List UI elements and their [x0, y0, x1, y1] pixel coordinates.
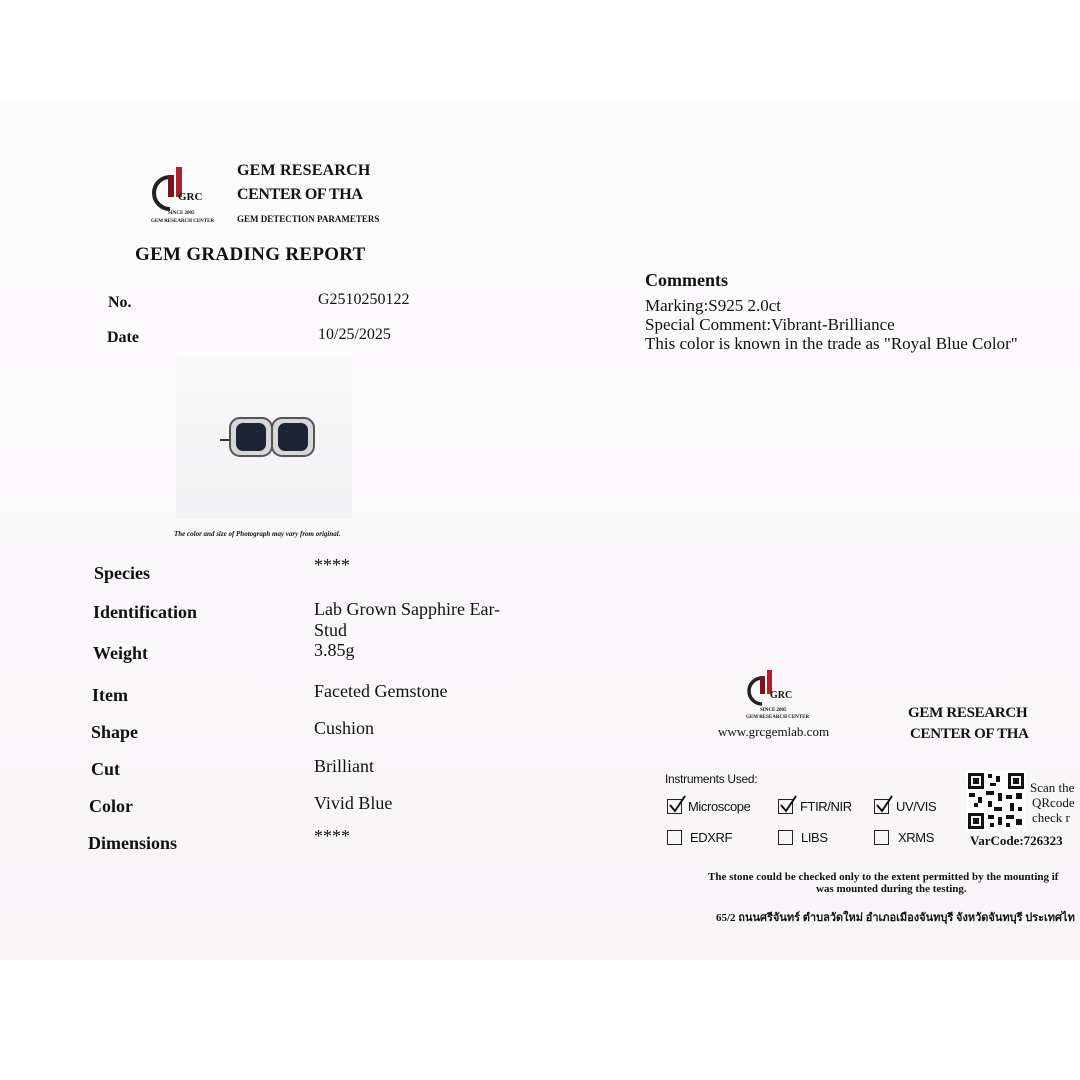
field-label-item: Item: [92, 685, 128, 705]
lab-address: 65/2 ถนนศรีจันทร์ ตำบลวัดใหม่ อำเภอเมืองจันทบุรี จังหวัดจันทบุรี ประเทศไท: [716, 912, 1075, 924]
field-label-shape: Shape: [91, 722, 139, 742]
field-label-dimensions: Dimensions: [88, 833, 178, 853]
comment-special: Special Comment:Vibrant-Brilliance: [645, 315, 895, 334]
org-subtitle: GEM DETECTION PARAMETERS: [237, 214, 380, 224]
instrument-ftir-nir: FTIR/NIR: [800, 799, 852, 814]
field-value-weight: 3.85g: [314, 640, 355, 660]
comment-marking: Marking:S925 2.0ct: [645, 296, 781, 315]
gem-photo: [176, 358, 352, 518]
report-date-value: 10/25/2025: [318, 326, 391, 343]
footer-logo-text: GRC: [770, 690, 793, 701]
qr-code[interactable]: [966, 771, 1026, 831]
instrument-edxrf: EDXRF: [690, 830, 733, 845]
logo-subtitle: GEM RESEARCH CENTER: [151, 219, 215, 224]
disclaimer-line2: was mounted during the testing.: [816, 883, 967, 895]
field-label-species: Species: [94, 563, 150, 583]
disclaimer-line1: The stone could be checked only to the extent permitted by the mounting if: [708, 871, 1059, 883]
grc-logo: [150, 165, 222, 227]
field-label-color: Color: [89, 796, 133, 816]
scan-line2: QRcode: [1032, 795, 1075, 810]
org-name-line1: GEM RESEARCH: [237, 162, 371, 179]
field-label-cut: Cut: [91, 759, 121, 779]
checkbox-microscope[interactable]: [667, 799, 682, 814]
report-title: GEM GRADING REPORT: [135, 244, 366, 265]
org-name-line2: CENTER OF THA: [237, 186, 363, 203]
field-value-species: ****: [314, 555, 350, 575]
footer-org-line2: CENTER OF THA: [910, 726, 1029, 742]
checkmark-icon: [667, 794, 687, 814]
scan-line3: check r: [1032, 810, 1070, 825]
checkmark-icon: [778, 794, 798, 814]
instrument-microscope: Microscope: [688, 799, 751, 814]
logo-text: GRC: [178, 191, 203, 203]
photo-caption: The color and size of Photograph may vary from original.: [174, 530, 341, 538]
qr-code-icon: [966, 771, 1026, 831]
report-no-label: No.: [108, 294, 132, 311]
field-value-dimensions: ****: [314, 826, 350, 846]
report-no-value: G2510250122: [318, 291, 410, 308]
checkbox-xrms[interactable]: [874, 830, 889, 845]
comment-trade-color: This color is known in the trade as "Royal Blue Color": [645, 334, 1018, 353]
field-value-cut: Brilliant: [314, 756, 374, 776]
field-value-identification-cont: Stud: [314, 620, 348, 640]
field-value-shape: Cushion: [314, 718, 375, 738]
footer-logo-subtitle: GEM RESEARCH CENTER: [746, 715, 810, 720]
footer-grc-logo: [744, 670, 814, 725]
checkbox-libs[interactable]: [778, 830, 793, 845]
field-value-color: Vivid Blue: [314, 793, 393, 813]
field-value-item: Faceted Gemstone: [314, 681, 448, 701]
comments-title: Comments: [645, 270, 728, 290]
checkbox-ftir-nir[interactable]: [778, 799, 793, 814]
varcode: VarCode:726323: [970, 833, 1063, 848]
field-label-weight: Weight: [93, 643, 149, 663]
footer-org-line1: GEM RESEARCH: [908, 705, 1028, 721]
website-link[interactable]: www.grcgemlab.com: [718, 724, 830, 739]
instrument-libs: LIBS: [801, 830, 828, 845]
instrument-xrms: XRMS: [898, 830, 934, 845]
instruments-title: Instruments Used:: [665, 772, 758, 786]
report-date-label: Date: [107, 329, 139, 346]
checkmark-icon: [874, 794, 894, 814]
field-value-identification: Lab Grown Sapphire Ear-: [314, 599, 501, 619]
earring-studs-image: [176, 358, 352, 518]
checkbox-edxrf[interactable]: [667, 830, 682, 845]
footer-logo-since: SINCE 2005: [760, 708, 787, 713]
checkbox-uv-vis[interactable]: [874, 799, 889, 814]
scan-line1: Scan the: [1030, 780, 1075, 795]
field-label-identification: Identification: [93, 602, 198, 622]
instrument-uv-vis: UV/VIS: [896, 799, 937, 814]
logo-since: SINCE 2005: [168, 211, 195, 216]
